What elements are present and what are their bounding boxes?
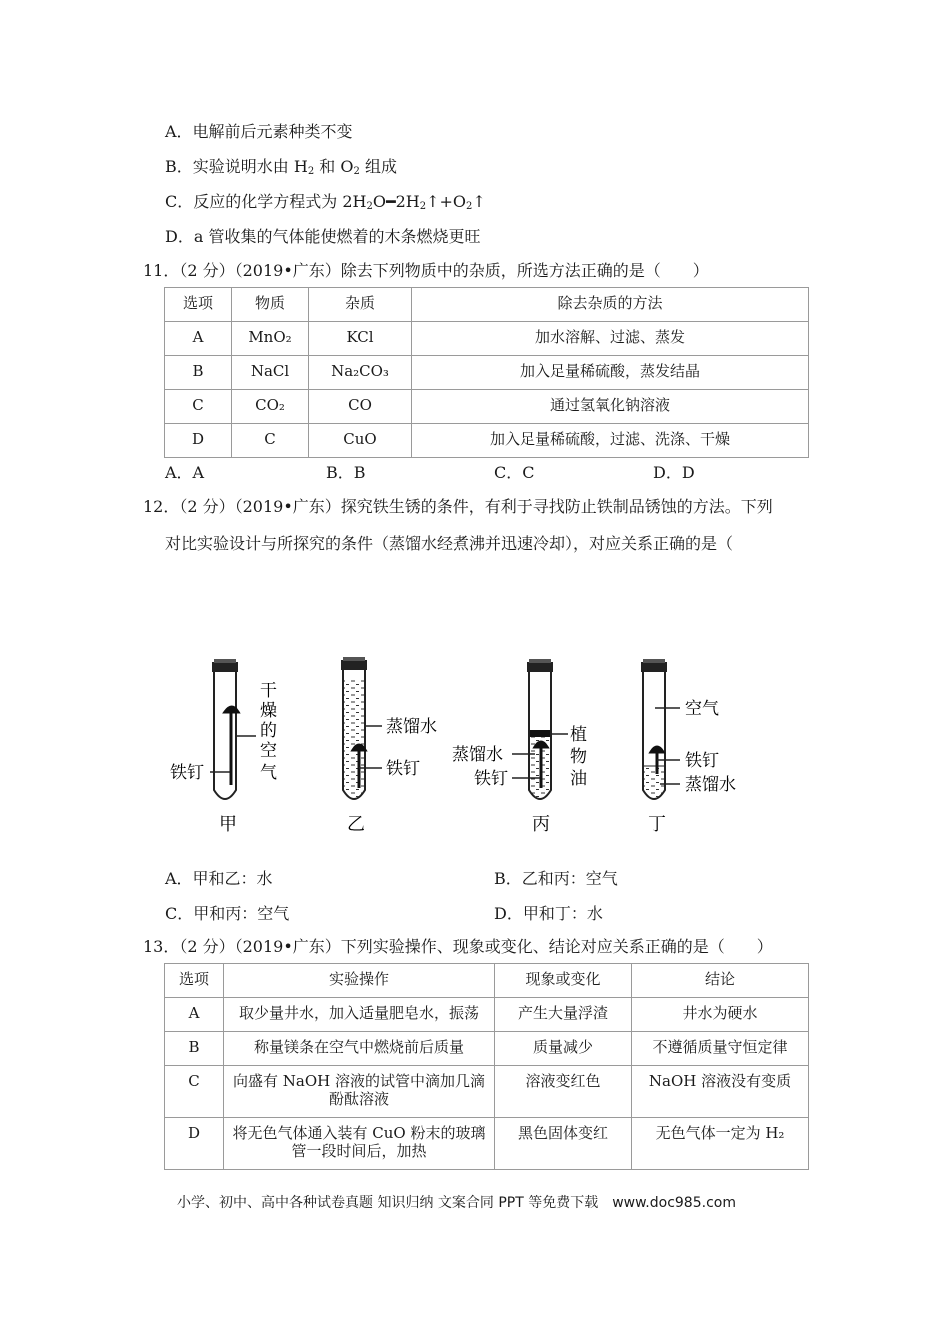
q13-header-conclusion: 结论 <box>632 964 809 998</box>
tube-yi <box>341 657 382 799</box>
q11-answer-a: A．A <box>165 463 205 482</box>
q13-cell: NaOH 溶液没有变质 <box>632 1066 809 1118</box>
q10-option-c: C．反应的化学方程式为 $2H_2O━2H_2↑+O_2↑$ <box>165 192 486 212</box>
q11-answer-b: B．B <box>326 463 366 482</box>
table-row <box>165 322 809 356</box>
table-row <box>165 998 809 1032</box>
table-row <box>165 1066 809 1118</box>
q13-header-operation: 实验操作 <box>224 964 495 998</box>
q11-answer-d: D．D <box>653 463 695 482</box>
q12-stem-line2: 对比实验设计与所探究的条件（蒸馏水经煮沸并迅速冷却），对应关系正确的是（ <box>165 534 734 553</box>
q11-cell: KCl <box>309 322 412 356</box>
q11-cell: Na₂CO₃ <box>309 356 412 390</box>
table-row <box>165 1118 809 1170</box>
q13-cell: 黑色固体变红 <box>495 1118 632 1170</box>
tube-ding-water-label: 蒸馏水 <box>685 775 736 795</box>
q13-stem: 13．（2 分）（2019•广东）下列实验操作、现象或变化、结论对应关系正确的是（ ） <box>143 937 773 956</box>
tube-yi-nail-label: 铁钉 <box>386 759 420 779</box>
q13-cell: 井水为硬水 <box>632 998 809 1032</box>
q13-cell: A <box>165 998 224 1032</box>
q13-cell: 将无色气体通入装有 CuO 粉末的玻璃 管一段时间后，加热 <box>224 1118 495 1170</box>
q11-cell: CuO <box>309 424 412 458</box>
q13-table <box>164 963 809 1170</box>
tube-ding-air-label: 空气 <box>685 699 719 719</box>
tube-jia-nail-label: 铁钉 <box>170 763 204 783</box>
q12-answer-a: A．甲和乙：水 <box>165 869 273 888</box>
q11-header-option: 选项 <box>165 288 232 322</box>
q13-cell: 不遵循质量守恒定律 <box>632 1032 809 1066</box>
tube-jia-name: 甲 <box>219 814 237 835</box>
q12-answer-c: C．甲和丙：空气 <box>165 904 290 923</box>
q11-cell: C <box>232 424 309 458</box>
q13-cell: C <box>165 1066 224 1118</box>
table-row <box>165 356 809 390</box>
q10-option-d: D．a 管收集的气体能使燃着的木条燃烧更旺 <box>165 227 481 246</box>
tube-bing-name: 丙 <box>532 814 550 835</box>
q11-cell: 加入足量稀硫酸，过滤、洗涤、干燥 <box>412 424 809 458</box>
distilled-water <box>344 678 364 798</box>
tube-jia-label: 燥 <box>260 701 277 721</box>
stopper <box>341 660 367 670</box>
q11-cell: B <box>165 356 232 390</box>
q10-option-a: A．电解前后元素种类不变 <box>165 122 353 141</box>
tube-jia-label: 气 <box>260 763 277 783</box>
q11-answer-c: C．C <box>494 463 535 482</box>
page-footer: 小学、初中、高中各种试卷真题 知识归纳 文案合同 PPT 等免费下载 www.doc985.com <box>177 1195 736 1211</box>
tube-jia-label: 的 <box>260 721 277 741</box>
vegetable-oil <box>530 730 550 737</box>
tube-yi-name: 乙 <box>347 814 365 835</box>
test-tube-figure <box>140 650 760 840</box>
q13-cell: B <box>165 1032 224 1066</box>
q11-stem: 11．（2 分）（2019•广东）除去下列物质中的杂质，所选方法正确的是（ ） <box>143 261 709 280</box>
q11-header-impurity: 杂质 <box>309 288 412 322</box>
tube-ding-name: 丁 <box>648 814 666 835</box>
q11-cell: MnO₂ <box>232 322 309 356</box>
q11-cell: A <box>165 322 232 356</box>
tube-bing <box>512 659 568 799</box>
q13-cell: 取少量井水，加入适量肥皂水，振荡 <box>224 998 495 1032</box>
stopper <box>212 662 238 672</box>
tube-ding <box>641 659 680 799</box>
distilled-water <box>644 768 664 798</box>
tube-bing-oil-label: 植 <box>570 725 587 745</box>
tube-yi-water-label: 蒸馏水 <box>386 717 437 737</box>
q11-table <box>164 287 809 458</box>
q11-header-substance: 物质 <box>232 288 309 322</box>
q11-cell: NaCl <box>232 356 309 390</box>
q11-cell: CO₂ <box>232 390 309 424</box>
q13-cell: 溶液变红色 <box>495 1066 632 1118</box>
table-row <box>165 1032 809 1066</box>
q13-cell: 产生大量浮渣 <box>495 998 632 1032</box>
stopper <box>641 662 667 672</box>
q11-cell: D <box>165 424 232 458</box>
q11-cell: 加水溶解、过滤、蒸发 <box>412 322 809 356</box>
q13-cell: 向盛有 NaOH 溶液的试管中滴加几滴 酚酞溶液 <box>224 1066 495 1118</box>
tube-bing-oil-label: 物 <box>570 747 587 767</box>
q13-header-observation: 现象或变化 <box>495 964 632 998</box>
q11-cell: 加入足量稀硫酸，蒸发结晶 <box>412 356 809 390</box>
tube-bing-nail-label: 铁钉 <box>474 769 508 789</box>
tube-ding-nail-label: 铁钉 <box>685 751 719 771</box>
table-row <box>165 390 809 424</box>
q13-cell: D <box>165 1118 224 1170</box>
tube-bing-oil-label: 油 <box>570 769 587 789</box>
q13-cell: 质量减少 <box>495 1032 632 1066</box>
stopper <box>527 662 553 672</box>
q12-stem-line1: 12．（2 分）（2019•广东）探究铁生锈的条件，有利于寻找防止铁制品锈蚀的方法。下列 <box>143 497 773 516</box>
q11-cell: 通过氢氧化钠溶液 <box>412 390 809 424</box>
tube-bing-water-label: 蒸馏水 <box>452 745 503 765</box>
tube-jia-label: 空 <box>260 741 277 761</box>
tube-jia <box>210 659 256 799</box>
tube-jia-label: 干 <box>260 681 277 701</box>
q11-header-method: 除去杂质的方法 <box>412 288 809 322</box>
q10-option-b: B．实验说明水由 $H_2$ 和 $O_2$ 组成 <box>165 157 397 177</box>
q12-answer-b: B．乙和丙：空气 <box>494 869 618 888</box>
q12-answer-d: D．甲和丁：水 <box>494 904 603 923</box>
table-row <box>165 424 809 458</box>
q11-cell: C <box>165 390 232 424</box>
q13-header-option: 选项 <box>165 964 224 998</box>
q11-cell: CO <box>309 390 412 424</box>
q13-cell: 无色气体一定为 H₂ <box>632 1118 809 1170</box>
q13-cell: 称量镁条在空气中燃烧前后质量 <box>224 1032 495 1066</box>
